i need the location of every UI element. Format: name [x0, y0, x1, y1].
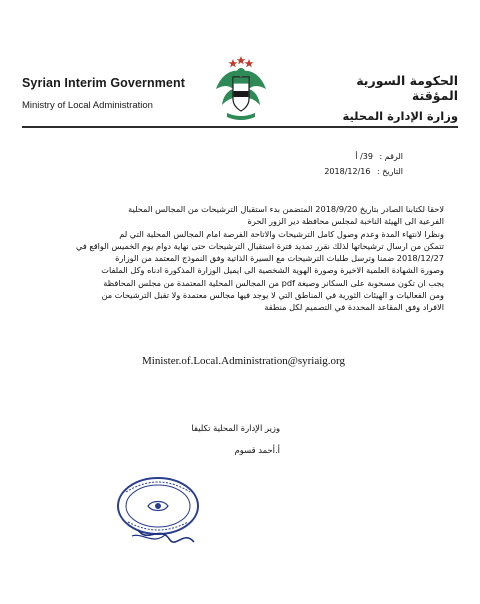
ministry-name-en: Ministry of Local Administration: [22, 100, 153, 111]
body-line: يجب ان تكون مسحوبة على السكانر وصيغة pdf من المجالس المحلية المعتمدة من مجلس المحافظة: [103, 277, 444, 288]
header-divider: [22, 126, 458, 128]
signature-block: [140, 423, 280, 455]
email-address[interactable]: Minister.of.Local.Administration@syriaig.org: [142, 355, 346, 367]
body-line: وصورة الشهادة العلمية الاخيرة وصورة الهوية الشخصية الى ايميل الوزارة المذكورة ادناه وكل الملفات: [101, 265, 444, 276]
reference-label: الرقم :: [379, 152, 403, 161]
body-line: لاحقا لكتابنا الصادر بتاريخ 2018/9/20 المتضمن بدء استقبال الترشيحات من المجالس المحلية: [128, 204, 444, 214]
date-row: [263, 167, 403, 176]
header-english: [22, 76, 212, 111]
body-line: ونظرا لانتهاء المدة وعدم وصول كامل الترشيحات والاتاحة الفرصة امام المجالس المحلية التي لم: [119, 228, 444, 239]
letter-body: [28, 203, 444, 314]
header-arabic: [308, 73, 458, 123]
body-line: تتمكن من ارسال ترشيحاتها لذلك نقرر تمديد فترة استقبال الترشيحات حتى نهاية دوام يوم الخميس الواقع في: [76, 240, 444, 251]
date-value: 2018/12/16: [324, 167, 371, 176]
reference-row: [263, 152, 403, 161]
body-line: الفرعية الى الهيئة الناخبة لمجلس محافظة دير الزور الحرة: [247, 216, 444, 227]
signatory-title: وزير الإدارة المحلية تكليفا: [191, 423, 280, 433]
government-name-ar: الحكومة السورية المؤقتة: [356, 73, 458, 103]
eagle-emblem-icon: [213, 55, 269, 123]
body-line: ومن الفعاليات و الهيئات الثورية في المناطق التي لا يوجد فيها مجالس معتمدة ولا تقبل الترشيحات من: [101, 290, 444, 301]
government-name-en: Syrian Interim Government: [22, 76, 185, 90]
body-line: الافراد وفق المقاعد المحددة في التصميم لكل منطقة: [264, 302, 444, 313]
reference-block: [263, 152, 403, 182]
ministry-name-ar: وزارة الإدارة المحلية: [342, 109, 458, 123]
signatory-name: أ.أحمد قسوم: [234, 445, 280, 455]
official-stamp-icon: [108, 470, 208, 550]
reference-number: 39/ أ: [355, 152, 373, 161]
date-label: التاريخ :: [376, 167, 403, 176]
body-line: 2018/12/27 ضمنا وترسل طلبات الترشيحات مع السيرة الذاتية وفق النموذج المعتمد من الوزارة: [115, 253, 444, 264]
